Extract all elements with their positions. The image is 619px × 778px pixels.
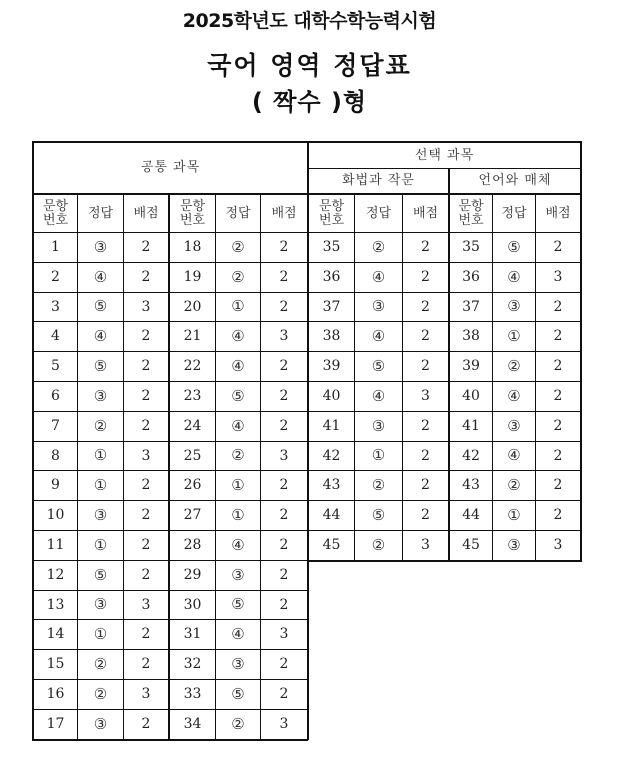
subject-title: 국어 영역 정답표 — [207, 51, 412, 80]
points-value: 3 — [123, 679, 169, 710]
correct-answer: ⑤ — [77, 351, 124, 382]
correct-answer: ① — [77, 530, 124, 561]
points-value: 3 — [260, 441, 308, 471]
question-number: 12 — [33, 560, 78, 591]
correct-answer: ② — [77, 679, 124, 710]
question-number: 27 — [168, 500, 216, 531]
question-number: 14 — [33, 619, 78, 650]
correct-answer: ⑤ — [354, 351, 403, 382]
correct-answer: ③ — [215, 560, 261, 591]
correct-answer: ⑤ — [215, 679, 261, 710]
points-value: 2 — [123, 619, 169, 650]
question-number: 15 — [33, 649, 78, 680]
points-value: 2 — [260, 411, 308, 442]
question-number: 41 — [307, 411, 355, 442]
correct-answer: ③ — [492, 292, 536, 322]
points-value: 3 — [402, 381, 449, 412]
answer-header: 정답 — [77, 193, 124, 233]
correct-answer: ① — [215, 500, 261, 531]
correct-answer: ① — [77, 470, 124, 501]
correct-answer: ④ — [215, 321, 261, 352]
question-number: 34 — [168, 709, 216, 740]
table-border-top — [32, 141, 581, 143]
points-value: 2 — [402, 500, 449, 531]
points-value: 2 — [260, 381, 308, 412]
question-number: 28 — [168, 530, 216, 561]
correct-answer: ② — [492, 470, 536, 501]
points-value: 2 — [260, 530, 308, 561]
question-number: 35 — [448, 232, 493, 263]
correct-answer: ④ — [77, 262, 124, 293]
question-number: 42 — [448, 441, 493, 471]
points-value: 2 — [535, 381, 581, 412]
points-value: 2 — [123, 470, 169, 501]
points-value: 2 — [402, 470, 449, 501]
points-value: 3 — [123, 590, 169, 620]
question-no-header: 문항 번호 — [307, 193, 355, 233]
elective-subject-speech-writing: 화법과 작문 — [307, 168, 449, 194]
correct-answer: ④ — [215, 530, 261, 561]
points-value: 2 — [260, 470, 308, 501]
question-number: 24 — [168, 411, 216, 442]
question-number: 43 — [448, 470, 493, 501]
correct-answer: ① — [354, 441, 403, 471]
question-number: 36 — [307, 262, 355, 293]
question-number: 6 — [33, 381, 78, 412]
correct-answer: ④ — [354, 381, 403, 412]
question-number: 35 — [307, 232, 355, 263]
question-number: 19 — [168, 262, 216, 293]
question-number: 45 — [448, 530, 493, 561]
question-no-header: 문항 번호 — [33, 193, 78, 233]
correct-answer: ④ — [354, 321, 403, 352]
correct-answer: ⑤ — [492, 232, 536, 263]
correct-answer: ② — [354, 470, 403, 501]
correct-answer: ③ — [354, 292, 403, 322]
points-header: 배점 — [260, 193, 308, 233]
points-value: 2 — [402, 351, 449, 382]
points-value: 2 — [123, 321, 169, 352]
question-number: 30 — [168, 590, 216, 620]
points-value: 3 — [260, 619, 308, 650]
correct-answer: ③ — [492, 530, 536, 561]
correct-answer: ② — [215, 232, 261, 263]
points-value: 3 — [535, 262, 581, 293]
correct-answer: ③ — [77, 232, 124, 263]
correct-answer: ② — [354, 530, 403, 561]
correct-answer: ⑤ — [77, 292, 124, 322]
correct-answer: ① — [215, 470, 261, 501]
points-value: 2 — [402, 411, 449, 442]
correct-answer: ① — [492, 500, 536, 531]
question-number: 20 — [168, 292, 216, 322]
points-value: 2 — [260, 560, 308, 591]
question-number: 38 — [307, 321, 355, 352]
points-value: 2 — [123, 232, 169, 263]
points-value: 2 — [123, 709, 169, 740]
table-border-right — [580, 141, 582, 561]
correct-answer: ② — [354, 232, 403, 263]
points-value: 2 — [402, 441, 449, 471]
correct-answer: ① — [77, 619, 124, 650]
answer-header: 정답 — [354, 193, 403, 233]
points-value: 2 — [402, 321, 449, 352]
question-number: 18 — [168, 232, 216, 263]
correct-answer: ④ — [77, 321, 124, 352]
points-value: 2 — [123, 530, 169, 561]
points-value: 3 — [260, 709, 308, 740]
points-value: 2 — [123, 411, 169, 442]
points-value: 2 — [260, 262, 308, 293]
points-value: 2 — [123, 351, 169, 382]
correct-answer: ③ — [77, 381, 124, 412]
points-value: 2 — [535, 321, 581, 352]
table-border-left — [32, 142, 34, 740]
table-border-bottom-elective — [307, 560, 582, 562]
points-value: 2 — [402, 262, 449, 293]
common-section-header: 공통 과목 — [33, 142, 308, 194]
points-value: 2 — [260, 500, 308, 531]
points-value: 2 — [535, 232, 581, 263]
correct-answer: ④ — [492, 262, 536, 293]
points-value: 2 — [123, 649, 169, 680]
question-number: 9 — [33, 470, 78, 501]
question-number: 44 — [307, 500, 355, 531]
question-number: 40 — [448, 381, 493, 412]
question-number: 4 — [33, 321, 78, 352]
table-border-right-common — [307, 560, 309, 740]
correct-answer: ③ — [492, 411, 536, 442]
question-number: 8 — [33, 441, 78, 471]
question-number: 40 — [307, 381, 355, 412]
points-header: 배점 — [123, 193, 169, 233]
question-number: 16 — [33, 679, 78, 710]
question-number: 22 — [168, 351, 216, 382]
points-value: 3 — [260, 321, 308, 352]
points-header: 배점 — [535, 193, 581, 233]
correct-answer: ④ — [492, 381, 536, 412]
correct-answer: ③ — [77, 709, 124, 740]
question-number: 37 — [448, 292, 493, 322]
points-value: 2 — [535, 470, 581, 501]
question-number: 37 — [307, 292, 355, 322]
question-number: 32 — [168, 649, 216, 680]
points-value: 2 — [260, 292, 308, 322]
answer-header: 정답 — [215, 193, 261, 233]
correct-answer: ① — [215, 292, 261, 322]
question-number: 1 — [33, 232, 78, 263]
exam-title: 2025학년도 대학수학능력시험 — [182, 10, 437, 32]
correct-answer: ① — [492, 321, 536, 352]
question-number: 45 — [307, 530, 355, 561]
points-value: 2 — [535, 441, 581, 471]
points-value: 2 — [260, 590, 308, 620]
question-no-header: 문항 번호 — [448, 193, 493, 233]
question-number: 7 — [33, 411, 78, 442]
answer-header: 정답 — [492, 193, 536, 233]
points-value: 2 — [535, 500, 581, 531]
correct-answer: ⑤ — [77, 560, 124, 591]
table-border-bottom-common — [32, 739, 308, 741]
question-number: 21 — [168, 321, 216, 352]
question-number: 31 — [168, 619, 216, 650]
correct-answer: ② — [215, 709, 261, 740]
points-value: 2 — [260, 649, 308, 680]
question-number: 2 — [33, 262, 78, 293]
points-value: 2 — [260, 232, 308, 263]
points-value: 2 — [402, 292, 449, 322]
correct-answer: ⑤ — [215, 590, 261, 620]
points-value: 3 — [123, 441, 169, 471]
correct-answer: ② — [215, 441, 261, 471]
points-value: 2 — [402, 232, 449, 263]
correct-answer: ④ — [492, 441, 536, 471]
correct-answer: ④ — [215, 351, 261, 382]
points-value: 3 — [535, 530, 581, 561]
correct-answer: ④ — [215, 619, 261, 650]
question-no-header: 문항 번호 — [168, 193, 216, 233]
correct-answer: ① — [77, 441, 124, 471]
points-header: 배점 — [402, 193, 449, 233]
correct-answer: ⑤ — [215, 381, 261, 412]
correct-answer: ③ — [77, 500, 124, 531]
correct-answer: ② — [77, 649, 124, 680]
question-number: 44 — [448, 500, 493, 531]
correct-answer: ② — [77, 411, 124, 442]
question-number: 26 — [168, 470, 216, 501]
question-number: 11 — [33, 530, 78, 561]
correct-answer: ② — [215, 262, 261, 293]
points-value: 2 — [123, 381, 169, 412]
question-number: 41 — [448, 411, 493, 442]
correct-answer: ⑤ — [354, 500, 403, 531]
elective-section-header: 선택 과목 — [307, 142, 581, 169]
points-value: 2 — [535, 411, 581, 442]
points-value: 3 — [123, 292, 169, 322]
question-number: 33 — [168, 679, 216, 710]
elective-subject-language-media: 언어와 매체 — [448, 168, 581, 194]
points-value: 2 — [123, 500, 169, 531]
question-number: 25 — [168, 441, 216, 471]
question-number: 42 — [307, 441, 355, 471]
question-number: 13 — [33, 590, 78, 620]
points-value: 2 — [535, 351, 581, 382]
points-value: 2 — [535, 292, 581, 322]
points-value: 2 — [260, 351, 308, 382]
question-number: 36 — [448, 262, 493, 293]
question-number: 43 — [307, 470, 355, 501]
correct-answer: ③ — [215, 649, 261, 680]
question-number: 5 — [33, 351, 78, 382]
question-number: 10 — [33, 500, 78, 531]
points-value: 2 — [260, 679, 308, 710]
question-number: 17 — [33, 709, 78, 740]
question-number: 38 — [448, 321, 493, 352]
form-type: ( 짝수 )형 — [251, 88, 368, 116]
question-number: 39 — [448, 351, 493, 382]
question-number: 29 — [168, 560, 216, 591]
question-number: 39 — [307, 351, 355, 382]
points-value: 2 — [123, 262, 169, 293]
correct-answer: ④ — [354, 262, 403, 293]
correct-answer: ④ — [215, 411, 261, 442]
points-value: 2 — [123, 560, 169, 591]
correct-answer: ③ — [354, 411, 403, 442]
points-value: 3 — [402, 530, 449, 561]
question-number: 3 — [33, 292, 78, 322]
question-number: 23 — [168, 381, 216, 412]
correct-answer: ② — [492, 351, 536, 382]
correct-answer: ③ — [77, 590, 124, 620]
